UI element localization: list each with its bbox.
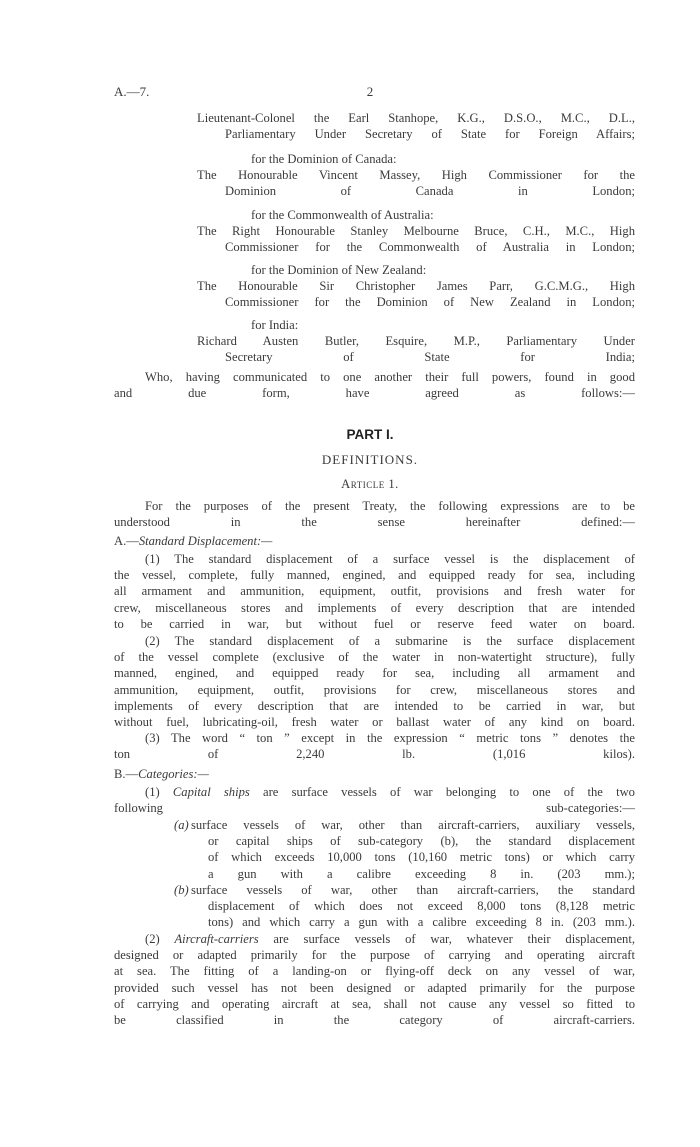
paragraph-line: surface vessels of war, other than aircraft-carriers, the standard xyxy=(191,883,635,897)
sub-category-b-label: (b) xyxy=(174,883,189,897)
defined-term-aircraft-carriers: Aircraft-carriers xyxy=(174,932,259,946)
paragraph-line: (2) The standard displacement of a submarine is the surface displacement xyxy=(145,634,635,648)
paragraph-line: be classified in the category of aircraft-carriers. xyxy=(114,1013,635,1028)
plenipotentiary-line-1: The Honourable Sir Christopher James Parr, G.C.M.G., High xyxy=(197,279,635,293)
paragraph-line: manned, engined, and equipped ready for sea, including all armament and xyxy=(114,666,635,681)
paragraph-line: implements of every description that are intended to be carried in war, but xyxy=(114,698,635,713)
paragraph-number: (1) xyxy=(145,785,173,799)
sub-category-a-text xyxy=(191,817,635,882)
paragraph-line: crew, miscellaneous stores and implements of every description that are intended xyxy=(114,600,635,615)
plenipotentiary-line-1: The Honourable Vincent Massey, High Commissioner for the xyxy=(197,168,635,182)
plenipotentiary-line-2: Secretary of State for India; xyxy=(225,350,635,365)
paragraph-line: of carrying and operating aircraft at sea, shall not cause any vessel so fitted to xyxy=(114,996,635,1011)
paragraph-line: all armament and ammunition, equipment, outfit, provisions and fresh water for xyxy=(114,584,635,599)
section-a-paragraph-2 xyxy=(114,633,635,730)
section-b-heading xyxy=(114,766,209,782)
plenipotentiary-line-1: The Right Honourable Stanley Melbourne Bruce, C.H., M.C., High xyxy=(197,224,635,238)
preamble-line-1: Who, having communicated to one another their full powers, found in good xyxy=(145,370,635,384)
section-a-title: Standard Displacement:— xyxy=(138,534,273,548)
section-a-label: A.— xyxy=(114,534,139,548)
part-title: PART I. xyxy=(346,427,394,442)
paragraph-line xyxy=(145,784,635,800)
paragraph-line: ton of 2,240 lb. (1,016 kilos). xyxy=(114,747,635,762)
paragraph-text: are surface vessels of war belonging to one of the two xyxy=(249,785,635,799)
section-a-paragraph-3 xyxy=(114,730,635,762)
paragraph-line: surface vessels of war, other than aircraft-carriers, auxiliary vessels, xyxy=(191,818,635,832)
paragraph-line: (1) The standard displacement of a surface vessel is the displacement of xyxy=(145,552,635,566)
preamble-line-2: and due form, have agreed as follows:— xyxy=(114,386,635,401)
plenipotentiary-line-1: Richard Austen Butler, Esquire, M.P., Parliamentary Under xyxy=(197,334,635,348)
article-heading: Article 1. xyxy=(341,477,399,491)
for-australia-heading: for the Commonwealth of Australia: xyxy=(251,208,434,222)
section-b-label: B.— xyxy=(114,767,139,781)
plenipotentiary-line-2: Commissioner for the Commonwealth of Australia in London; xyxy=(225,240,635,255)
paragraph-line: tons) and which carry a gun with a calibre exceeding 8 in. (203 mm.). xyxy=(208,915,635,930)
paragraph-line: at sea. The fitting of a landing-on or flying-off deck on any vessel of war, xyxy=(114,964,635,979)
for-canada-heading: for the Dominion of Canada: xyxy=(251,152,397,166)
sub-category-a-label: (a) xyxy=(174,818,189,832)
plenipotentiary-line-2: Commissioner for the Dominion of New Zealand in London; xyxy=(225,295,635,310)
plenipotentiary-massey xyxy=(197,167,635,199)
plenipotentiary-line-2: Parliamentary Under Secretary of State for Foreign Affairs; xyxy=(225,127,635,142)
paragraph-line: the vessel, complete, fully manned, engined, and equipped ready for sea, including xyxy=(114,568,635,583)
paragraph-line: without fuel, lubricating-oil, fresh water or ballast water of any kind on board. xyxy=(114,715,635,730)
series-number: A.—7. xyxy=(114,84,150,99)
article-intro xyxy=(114,498,635,530)
paragraph-line xyxy=(145,931,635,947)
part-subtitle: DEFINITIONS. xyxy=(321,452,419,467)
sub-category-b-text xyxy=(191,882,635,931)
paragraph-number: (2) xyxy=(145,932,175,946)
paragraph-line: or capital ships of sub-category (b), the standard displacement xyxy=(208,834,635,849)
plenipotentiary-line-2: Dominion of Canada in London; xyxy=(225,184,635,199)
section-b-paragraph-1 xyxy=(114,784,635,816)
plenipotentiary-line-1: Lieutenant-Colonel the Earl Stanhope, K.G., D.S.O., M.C., D.L., xyxy=(197,111,635,125)
page-number: 2 xyxy=(366,84,374,99)
paragraph-line: ammunition, equipment, outfit, provisions for crew, miscellaneous stores and xyxy=(114,682,635,697)
plenipotentiary-parr xyxy=(197,278,635,310)
paragraph-line: (3) The word “ ton ” except in the expression “ metric tons ” denotes the xyxy=(145,731,635,745)
for-new-zealand-heading: for the Dominion of New Zealand: xyxy=(251,263,427,277)
paragraph-line: of the vessel complete (exclusive of the water in non-watertight structure), fully xyxy=(114,650,635,665)
plenipotentiary-stanhope xyxy=(197,110,635,142)
plenipotentiary-bruce xyxy=(197,223,635,255)
paragraph-line: displacement of which does not exceed 8,000 tons (8,128 metric xyxy=(208,899,635,914)
plenipotentiary-butler xyxy=(197,333,635,365)
for-india-heading: for India: xyxy=(251,318,299,332)
section-b-paragraph-2 xyxy=(114,931,635,1028)
paragraph-line: to be carried in war, but without fuel or reserve feed water on board. xyxy=(114,616,635,631)
section-a-heading xyxy=(114,533,272,549)
section-a-paragraph-1 xyxy=(114,551,635,632)
section-b-title: Categories:— xyxy=(138,767,209,781)
paragraph-line: a gun with a calibre exceeding 8 in. (203 mm.); xyxy=(208,866,635,881)
paragraph-line: following sub-categories:— xyxy=(114,801,635,816)
paragraph-line: designed or adapted primarily for the purpose of carrying and operating aircraft xyxy=(114,948,635,963)
defined-term-capital-ships: Capital ships xyxy=(172,785,250,799)
intro-line-1: For the purposes of the present Treaty, the following expressions are to be xyxy=(145,499,635,513)
paragraph-line: provided such vessel has not been designed or adapted primarily for the purpose xyxy=(114,980,635,995)
preamble-conclusion xyxy=(114,369,635,401)
paragraph-line: of which exceeds 10,000 tons (10,160 metric tons) or which carry xyxy=(208,850,635,865)
paragraph-text: are surface vessels of war, whatever their displacement, xyxy=(258,932,635,946)
intro-line-2: understood in the sense hereinafter defined:— xyxy=(114,515,635,530)
